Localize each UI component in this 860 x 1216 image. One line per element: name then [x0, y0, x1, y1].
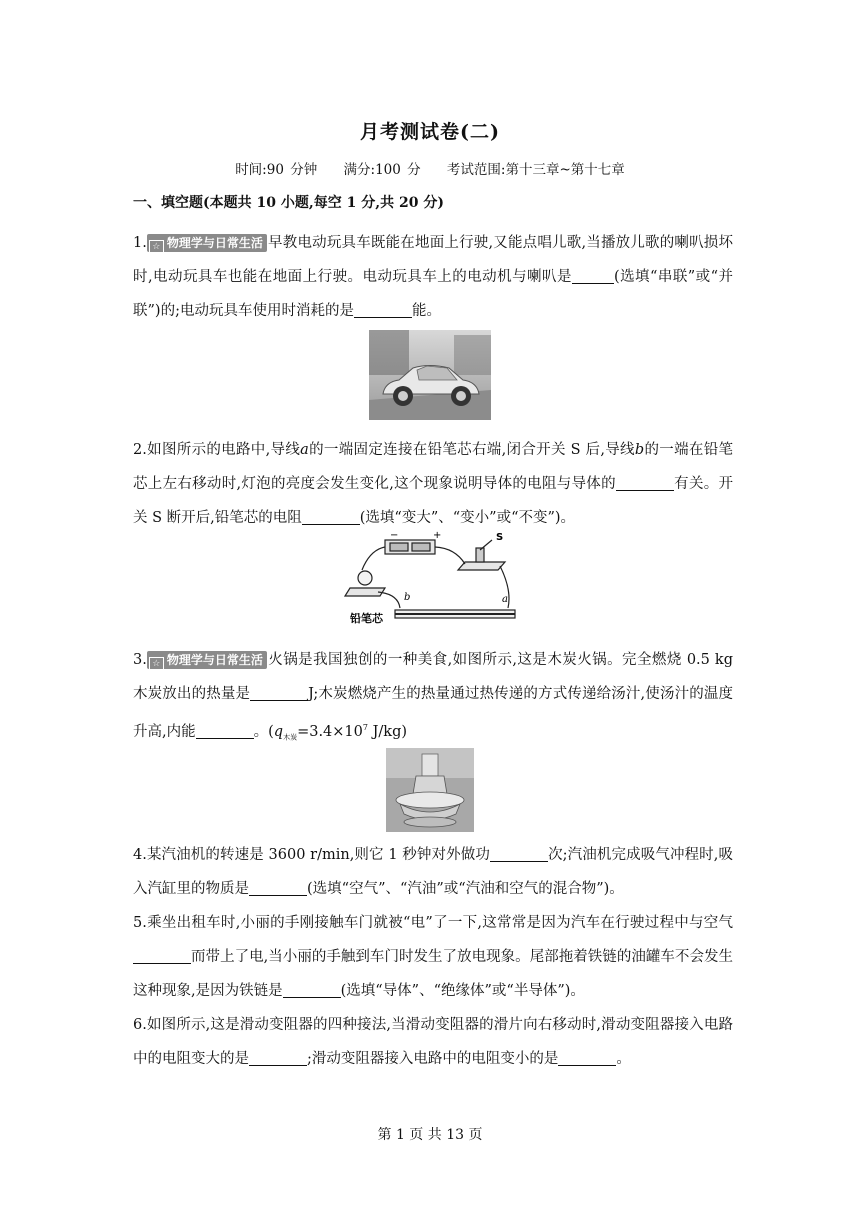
toy-car-photo [369, 330, 491, 420]
switch-label: S [496, 532, 504, 543]
answer-blank[interactable] [354, 301, 412, 318]
answer-blank[interactable] [558, 1049, 616, 1066]
section-heading: 一、填空题(本题共 10 小题,每空 1 分,共 20 分) [133, 195, 444, 211]
answer-blank[interactable] [302, 508, 360, 525]
question-number: 3. [133, 652, 147, 668]
answer-blank[interactable] [249, 879, 307, 896]
question-6: 6.如图所示,这是滑动变阻器的四种接法,当滑动变阻器的滑片向右移动时,滑动变阻器接入电路中的电阻变大的是 ;滑动变阻器接入电路中的电阻变小的是 。 [133, 1017, 733, 1067]
exam-time: 时间:90 分钟 [235, 162, 318, 178]
star-icon: ☆ [149, 240, 164, 255]
page-title: 月考测试卷(二) [360, 121, 500, 143]
question-1: 1. ☆ 物理学与日常生活 早教电动玩具车既能在地面上行驶,又能点唱儿歌,当播放儿歌的喇叭损坏时,电动玩具车也能在地面上行驶。电动玩具车上的电动机与喇叭是 (选填“串联”或“并联”)的;电动玩具车使用时消耗的是 能。 [133, 235, 733, 319]
exam-meta [0, 158, 860, 178]
wire-a-label: a [502, 594, 508, 605]
wire-b-label: b [404, 592, 411, 603]
battery-plus-label: + [433, 530, 442, 541]
answer-blank[interactable] [490, 845, 548, 862]
question-number: 1. [133, 235, 147, 251]
star-icon: ☆ [149, 657, 164, 672]
exam-scope: 考试范围:第十三章~第十七章 [446, 162, 625, 178]
answer-blank[interactable] [283, 981, 341, 998]
page-footer: 第 1 页 共 13 页 [377, 1127, 483, 1143]
pencil-lead-label: 铅笔芯 [350, 612, 383, 625]
topic-badge: ☆ 物理学与日常生活 [147, 651, 267, 669]
exam-score: 满分:100 分 [343, 162, 421, 178]
question-3: 3. ☆ 物理学与日常生活 火锅是我国独创的一种美食,如图所示,这是木炭火锅。完全燃烧 0.5 kg 木炭放出的热量是 J;木炭燃烧产生的热量通过热传递的方式传递给汤汁,使汤汁的温度升高,内能 。($q_{木炭}=3.4\times 10^7$ J/kg) [133, 652, 734, 742]
battery-minus-label: − [390, 530, 399, 541]
answer-blank[interactable] [250, 684, 308, 701]
answer-blank[interactable] [133, 947, 191, 964]
answer-blank[interactable] [196, 722, 254, 739]
answer-blank[interactable] [616, 474, 674, 491]
circuit-diagram [340, 530, 520, 626]
answer-blank[interactable] [572, 267, 614, 284]
answer-blank[interactable] [249, 1049, 307, 1066]
question-4: 4.某汽油机的转速是 3600 r/min,则它 1 秒钟对外做功 次;汽油机完成吸气冲程时,吸入汽缸里的物质是 (选填“空气”、“汽油”或“汽油和空气的混合物”)。 [133, 847, 733, 897]
question-5: 5.乘坐出租车时,小丽的手刚接触车门就被“电”了一下,这常常是因为汽车在行驶过程中与空气而带上了电,当小丽的手触到车门时发生了放电现象。尾部拖着铁链的油罐车不会发生这种现象,是因为铁链是 (选填“导体”、“绝缘体”或“半导体”)。 [133, 915, 733, 999]
hotpot-photo [386, 748, 474, 832]
question-2: 2.如图所示的电路中,导线a的一端固定连接在铅笔芯右端,闭合开关 S 后,导线b的一端在铅笔芯上左右移动时,灯泡的亮度会发生变化,这个现象说明导体的电阻与导体的 有关。开关 S 断开后,铅笔芯的电阻 (选填“变大”、“变小”或“不变”)。 [133, 442, 734, 526]
topic-badge: ☆ 物理学与日常生活 [147, 234, 267, 252]
